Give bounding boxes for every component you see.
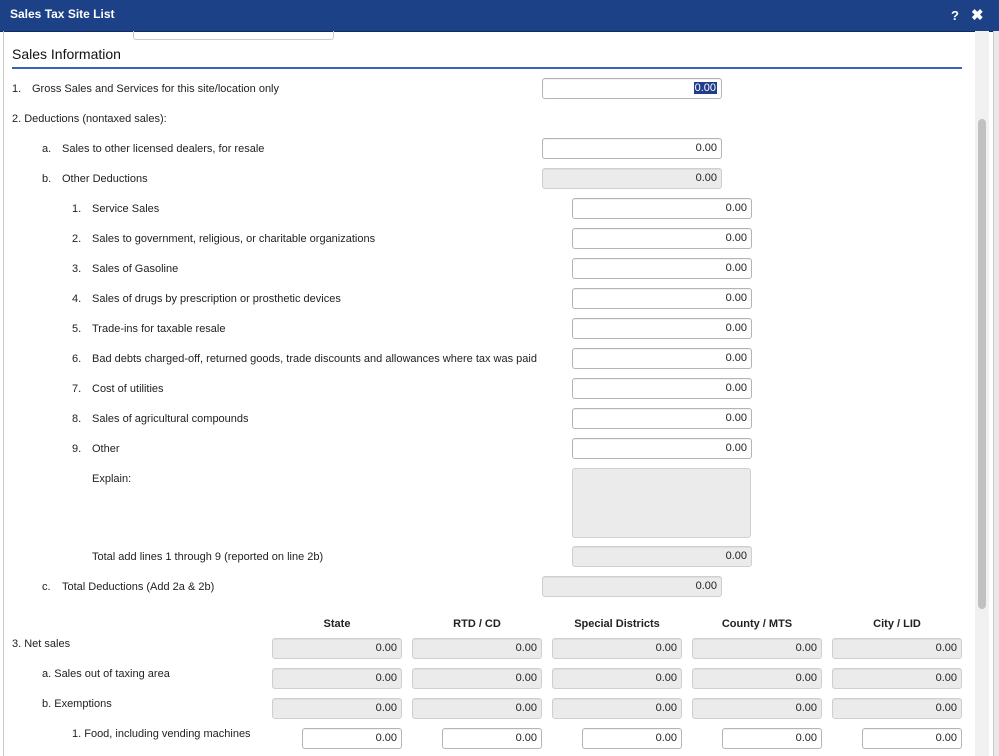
trade-ins-input[interactable]: 0.00 <box>572 318 752 339</box>
close-icon[interactable]: ✖ <box>971 7 984 24</box>
utilities-input[interactable]: 0.00 <box>572 378 752 399</box>
out-of-area-state: 0.00 <box>272 668 402 689</box>
item-number: 2. <box>72 233 82 245</box>
food-state-input[interactable]: 0.00 <box>302 728 402 749</box>
exemptions-rtd: 0.00 <box>412 698 542 719</box>
drug-sales-label: Sales of drugs by prescription or prosthetic devices <box>92 293 341 305</box>
column-header-rtd-cd: RTD / CD <box>453 618 501 630</box>
line2b-number: b. <box>42 173 52 185</box>
line1-number: 1. <box>12 83 22 95</box>
item-number: 5. <box>72 323 82 335</box>
window-title: Sales Tax Site List <box>10 7 115 21</box>
food-county-input[interactable]: 0.00 <box>722 728 822 749</box>
food-label: 1. Food, including vending machines <box>72 728 251 740</box>
item-number: 4. <box>72 293 82 305</box>
bad-debts-label: Bad debts charged-off, returned goods, trade discounts and allowances where tax was paid <box>92 353 537 365</box>
other-label: Other <box>92 443 120 455</box>
vertical-scrollbar[interactable] <box>975 31 989 756</box>
exemptions-label: b. Exemptions <box>42 698 112 710</box>
line2b-label: Other Deductions <box>62 173 148 185</box>
column-header-city-lid: City / LID <box>873 618 921 630</box>
section-divider <box>12 67 962 69</box>
food-city-input[interactable]: 0.00 <box>862 728 962 749</box>
explain-label: Explain: <box>92 473 132 485</box>
gasoline-sales-label: Sales of Gasoline <box>92 263 179 275</box>
line1-label: Gross Sales and Services for this site/location only <box>32 83 280 95</box>
item-number: 8. <box>72 413 82 425</box>
exemptions-county: 0.00 <box>692 698 822 719</box>
scrollbar-thumb[interactable] <box>978 119 986 609</box>
title-bar <box>0 0 999 32</box>
total-lines-field: 0.00 <box>572 546 752 567</box>
net-sales-special: 0.00 <box>552 638 682 659</box>
total-lines-label: Total add lines 1 through 9 (reported on line 2b) <box>92 551 324 563</box>
gasoline-sales-input[interactable]: 0.00 <box>572 258 752 279</box>
out-of-area-city: 0.00 <box>832 668 962 689</box>
net-sales-rtd: 0.00 <box>412 638 542 659</box>
resale-sales-input[interactable]: 0.00 <box>542 138 722 159</box>
line2c-number: c. <box>42 581 51 593</box>
item-number: 9. <box>72 443 82 455</box>
out-of-area-rtd: 0.00 <box>412 668 542 689</box>
window-edge <box>993 31 999 756</box>
partial-field <box>133 31 334 40</box>
agricultural-input[interactable]: 0.00 <box>572 408 752 429</box>
item-number: 1. <box>72 203 82 215</box>
gross-sales-value: 0.00 <box>694 82 716 94</box>
government-sales-input[interactable]: 0.00 <box>572 228 752 249</box>
exemptions-city: 0.00 <box>832 698 962 719</box>
line2a-number: a. <box>42 143 52 155</box>
agricultural-label: Sales of agricultural compounds <box>92 413 249 425</box>
other-input[interactable]: 0.00 <box>572 438 752 459</box>
exemptions-special: 0.00 <box>552 698 682 719</box>
gross-sales-input[interactable] <box>542 78 722 99</box>
deductions-heading: 2. Deductions (nontaxed sales): <box>12 113 167 125</box>
service-sales-input[interactable]: 0.00 <box>572 198 752 219</box>
item-number: 3. <box>72 263 82 275</box>
column-header-special-districts: Special Districts <box>574 618 660 630</box>
trade-ins-label: Trade-ins for taxable resale <box>92 323 226 335</box>
service-sales-label: Service Sales <box>92 203 160 215</box>
food-rtd-input[interactable]: 0.00 <box>442 728 542 749</box>
item-number: 7. <box>72 383 82 395</box>
sales-out-of-area-label: a. Sales out of taxing area <box>42 668 170 680</box>
exemptions-state: 0.00 <box>272 698 402 719</box>
total-deductions-field: 0.00 <box>542 576 722 597</box>
section-title: Sales Information <box>12 46 121 62</box>
net-sales-county: 0.00 <box>692 638 822 659</box>
net-sales-state: 0.00 <box>272 638 402 659</box>
line2c-label: Total Deductions (Add 2a & 2b) <box>62 581 215 593</box>
utilities-label: Cost of utilities <box>92 383 164 395</box>
bad-debts-input[interactable]: 0.00 <box>572 348 752 369</box>
item-number: 6. <box>72 353 82 365</box>
help-icon[interactable]: ? <box>951 8 959 23</box>
out-of-area-special: 0.00 <box>552 668 682 689</box>
out-of-area-county: 0.00 <box>692 668 822 689</box>
government-sales-label: Sales to government, religious, or charitable organizations <box>92 233 376 245</box>
explain-textarea <box>572 468 751 538</box>
other-deductions-field: 0.00 <box>542 168 722 189</box>
net-sales-city: 0.00 <box>832 638 962 659</box>
net-sales-label: 3. Net sales <box>12 638 71 650</box>
column-header-state: State <box>323 618 351 630</box>
dialog-content <box>3 31 994 756</box>
line2a-label: Sales to other licensed dealers, for resale <box>62 143 265 155</box>
column-header-county-mts: County / MTS <box>721 618 793 630</box>
drug-sales-input[interactable]: 0.00 <box>572 288 752 309</box>
food-special-input[interactable]: 0.00 <box>582 728 682 749</box>
